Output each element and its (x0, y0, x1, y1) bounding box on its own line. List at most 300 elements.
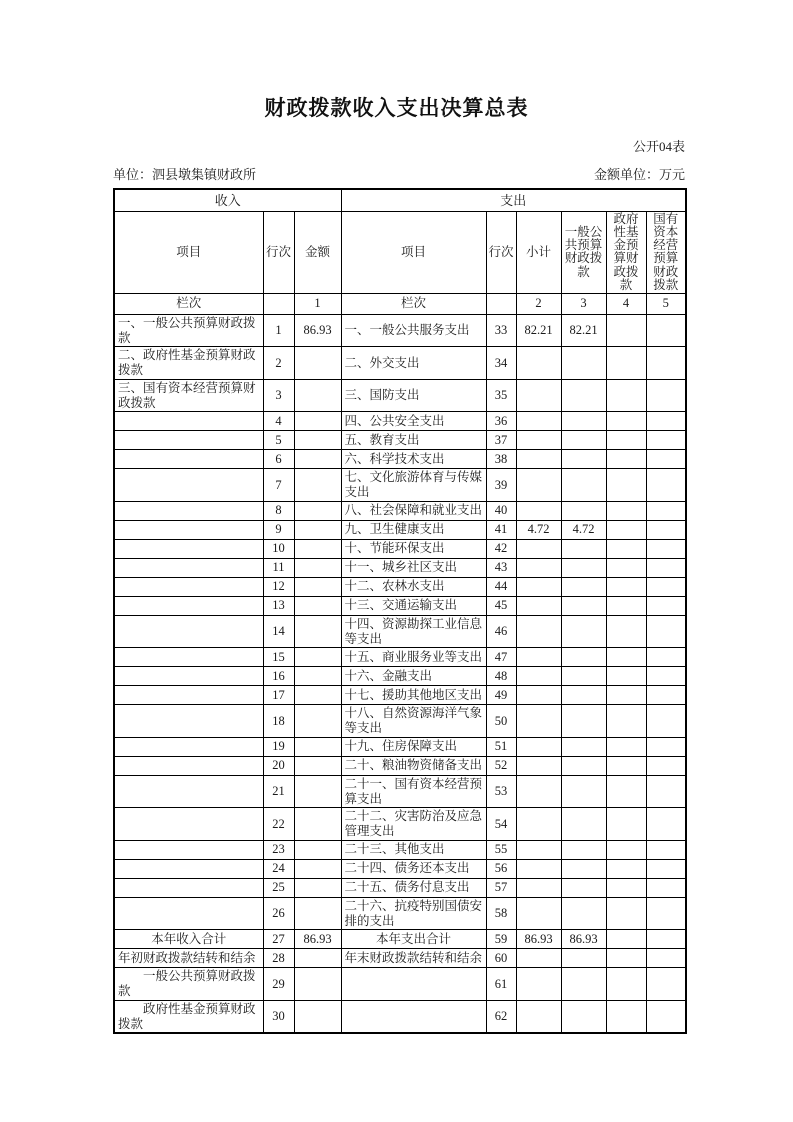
gov-fund-cell (606, 667, 646, 686)
table-row (114, 968, 686, 1001)
income-rowno-cell: 27 (263, 930, 294, 949)
subtotal-cell (516, 897, 561, 930)
subtotal-header: 小计 (516, 212, 561, 294)
expense-rowno-cell: 39 (486, 469, 516, 502)
general-budget-cell (561, 737, 606, 756)
general-budget-cell (561, 1000, 606, 1033)
subtotal-cell (516, 431, 561, 450)
income-item-cell (114, 840, 263, 859)
income-amount-cell (294, 897, 341, 930)
table-row (114, 897, 686, 930)
subtotal-cell (516, 737, 561, 756)
state-capital-cell (646, 968, 686, 1001)
table-row (114, 949, 686, 968)
expense-item-cell: 六、科学技术支出 (341, 450, 486, 469)
income-item-cell: 本年收入合计 (114, 930, 263, 949)
table-row (114, 520, 686, 539)
expense-item-cell: 二十二、灾害防治及应急管理支出 (341, 808, 486, 841)
table-row (114, 808, 686, 841)
income-amount-cell (294, 1000, 341, 1033)
expense-index-4: 4 (606, 293, 646, 314)
expense-rowno-cell: 43 (486, 558, 516, 577)
general-budget-cell (561, 667, 606, 686)
income-amount-cell (294, 615, 341, 648)
income-item-cell: 一般公共预算财政拨款 (114, 968, 263, 1001)
income-amount-cell (294, 840, 341, 859)
state-capital-cell (646, 347, 686, 380)
expense-item-cell: 十四、资源勘探工业信息等支出 (341, 615, 486, 648)
income-item-cell (114, 501, 263, 520)
income-rowno-cell: 18 (263, 705, 294, 738)
expense-item-cell: 十二、农林水支出 (341, 577, 486, 596)
income-rowno-cell: 28 (263, 949, 294, 968)
general-budget-cell (561, 775, 606, 808)
income-rowno-cell: 14 (263, 615, 294, 648)
general-budget-cell (561, 539, 606, 558)
gov-fund-cell (606, 501, 646, 520)
income-rowno-cell: 17 (263, 686, 294, 705)
expense-rowno-cell: 41 (486, 520, 516, 539)
income-item-cell (114, 756, 263, 775)
income-amount-cell (294, 412, 341, 431)
state-capital-cell (646, 756, 686, 775)
expense-rowno-cell: 57 (486, 878, 516, 897)
expense-rowno-cell: 59 (486, 930, 516, 949)
subtotal-cell (516, 558, 561, 577)
income-item-cell (114, 520, 263, 539)
expense-rowno-cell: 45 (486, 596, 516, 615)
income-amount-cell (294, 347, 341, 380)
meta-row (113, 164, 685, 183)
expense-rowno-cell: 40 (486, 501, 516, 520)
expense-index-5: 5 (646, 293, 686, 314)
income-item-cell (114, 775, 263, 808)
income-amount-cell (294, 968, 341, 1001)
income-amount-cell: 86.93 (294, 930, 341, 949)
income-item-cell (114, 615, 263, 648)
expense-item-cell: 十九、住房保障支出 (341, 737, 486, 756)
gov-fund-cell (606, 808, 646, 841)
subtotal-cell (516, 949, 561, 968)
income-item-cell (114, 808, 263, 841)
general-budget-cell (561, 756, 606, 775)
subtotal-cell (516, 705, 561, 738)
gov-fund-cell (606, 615, 646, 648)
general-budget-cell (561, 648, 606, 667)
expense-rowno-cell: 34 (486, 347, 516, 380)
income-rowno-cell: 29 (263, 968, 294, 1001)
table-row (114, 648, 686, 667)
state-capital-cell (646, 469, 686, 502)
expense-item-cell: 四、公共安全支出 (341, 412, 486, 431)
expense-item-cell: 十八、自然资源海洋气象等支出 (341, 705, 486, 738)
subtotal-cell (516, 539, 561, 558)
income-amount-cell (294, 577, 341, 596)
table-body (114, 314, 686, 1033)
income-rowno-cell: 11 (263, 558, 294, 577)
table-row (114, 314, 686, 347)
expense-section-header: 支出 (341, 189, 686, 212)
expense-item-cell: 二、外交支出 (341, 347, 486, 380)
subtotal-cell (516, 469, 561, 502)
income-amount-cell (294, 596, 341, 615)
column-index-row (114, 293, 686, 314)
general-budget-cell (561, 501, 606, 520)
expense-rowno-header-text: 行次 (488, 244, 514, 259)
income-item-cell: 二、政府性基金预算财政拨款 (114, 347, 263, 380)
gov-fund-cell (606, 878, 646, 897)
expense-rowno-cell: 36 (486, 412, 516, 431)
income-rowno-cell: 7 (263, 469, 294, 502)
expense-index-label: 栏次 (341, 293, 486, 314)
income-amount-cell (294, 756, 341, 775)
unit-label: 单位：泗县墩集镇财政所 (113, 167, 257, 182)
expense-item-cell: 十七、援助其他地区支出 (341, 686, 486, 705)
income-amount-cell (294, 705, 341, 738)
income-item-header: 项目 (114, 212, 263, 294)
table-row (114, 859, 686, 878)
income-item-cell (114, 648, 263, 667)
gov-fund-cell (606, 705, 646, 738)
expense-rowno-cell: 44 (486, 577, 516, 596)
subtotal-cell (516, 347, 561, 380)
page-title: 财政拨款收入支出决算总表 (264, 96, 529, 120)
table-row (114, 412, 686, 431)
table-row (114, 615, 686, 648)
income-amount-cell (294, 775, 341, 808)
subtotal-cell (516, 615, 561, 648)
expense-item-cell: 年末财政拨款结转和结余 (341, 949, 486, 968)
gov-fund-cell (606, 347, 646, 380)
subtotal-cell (516, 501, 561, 520)
general-budget-cell (561, 347, 606, 380)
expense-item-cell (341, 968, 486, 1001)
gov-fund-cell (606, 686, 646, 705)
gov-fund-cell (606, 1000, 646, 1033)
state-capital-cell (646, 775, 686, 808)
gov-fund-cell (606, 930, 646, 949)
table-row (114, 840, 686, 859)
expense-rowno-cell: 55 (486, 840, 516, 859)
income-amount-cell (294, 686, 341, 705)
subtotal-cell (516, 775, 561, 808)
income-amount-cell (294, 737, 341, 756)
income-rowno-cell: 21 (263, 775, 294, 808)
table-row (114, 705, 686, 738)
table-row (114, 686, 686, 705)
subtotal-cell: 86.93 (516, 930, 561, 949)
expense-rowno-cell: 54 (486, 808, 516, 841)
income-rowno-cell: 3 (263, 379, 294, 412)
income-item-cell (114, 667, 263, 686)
gov-fund-cell (606, 840, 646, 859)
income-rowno-cell: 26 (263, 897, 294, 930)
table-row (114, 450, 686, 469)
state-capital-cell (646, 648, 686, 667)
expense-item-cell: 九、卫生健康支出 (341, 520, 486, 539)
subtotal-cell (516, 596, 561, 615)
income-rowno-cell: 22 (263, 808, 294, 841)
income-index-blank (263, 293, 294, 314)
income-item-cell: 三、国有资本经营预算财政拨款 (114, 379, 263, 412)
general-budget-header: 一般公共预算财政拨款 (561, 212, 606, 294)
income-rowno-cell: 10 (263, 539, 294, 558)
expense-rowno-cell: 46 (486, 615, 516, 648)
expense-item-cell: 十一、城乡社区支出 (341, 558, 486, 577)
state-capital-cell (646, 808, 686, 841)
state-capital-cell (646, 705, 686, 738)
table-row (114, 431, 686, 450)
income-item-cell (114, 878, 263, 897)
income-amount-cell (294, 667, 341, 686)
general-budget-cell (561, 431, 606, 450)
income-amount-cell (294, 949, 341, 968)
gov-fund-cell (606, 648, 646, 667)
form-number: 公开04表 (632, 139, 685, 154)
income-item-cell: 政府性基金预算财政拨款 (114, 1000, 263, 1033)
table-row (114, 756, 686, 775)
income-item-cell (114, 897, 263, 930)
gov-fund-cell (606, 897, 646, 930)
income-rowno-cell: 13 (263, 596, 294, 615)
general-budget-cell (561, 840, 606, 859)
income-amount-header: 金额 (294, 212, 341, 294)
income-item-cell (114, 737, 263, 756)
column-header-row (114, 212, 686, 294)
income-item-cell (114, 705, 263, 738)
expense-rowno-cell: 62 (486, 1000, 516, 1033)
gov-fund-cell (606, 859, 646, 878)
state-capital-cell (646, 450, 686, 469)
subtotal-cell (516, 412, 561, 431)
income-rowno-cell: 15 (263, 648, 294, 667)
gov-fund-cell (606, 775, 646, 808)
expense-item-cell: 七、文化旅游体育与传媒支出 (341, 469, 486, 502)
income-rowno-cell: 20 (263, 756, 294, 775)
content-area (113, 136, 685, 1034)
income-rowno-cell: 1 (263, 314, 294, 347)
general-budget-cell (561, 705, 606, 738)
income-amount-cell (294, 450, 341, 469)
table-row (114, 347, 686, 380)
subtotal-cell (516, 577, 561, 596)
expense-rowno-cell: 49 (486, 686, 516, 705)
table-row (114, 737, 686, 756)
expense-rowno-cell: 42 (486, 539, 516, 558)
income-rowno-cell: 2 (263, 347, 294, 380)
income-item-cell: 一、一般公共预算财政拨款 (114, 314, 263, 347)
subtotal-cell (516, 756, 561, 775)
gov-fund-cell (606, 379, 646, 412)
gov-fund-cell (606, 577, 646, 596)
main-table (113, 188, 687, 1034)
income-rowno-cell: 25 (263, 878, 294, 897)
expense-rowno-cell: 60 (486, 949, 516, 968)
expense-item-cell: 十三、交通运输支出 (341, 596, 486, 615)
expense-rowno-cell: 37 (486, 431, 516, 450)
general-budget-cell (561, 859, 606, 878)
expense-rowno-cell: 33 (486, 314, 516, 347)
expense-index-2: 2 (516, 293, 561, 314)
income-item-cell: 年初财政拨款结转和结余 (114, 949, 263, 968)
table-row (114, 1000, 686, 1033)
expense-item-header: 项目 (341, 212, 486, 294)
general-budget-cell: 82.21 (561, 314, 606, 347)
state-capital-cell (646, 949, 686, 968)
income-item-cell (114, 859, 263, 878)
subtotal-cell (516, 648, 561, 667)
state-capital-cell (646, 615, 686, 648)
expense-rowno-cell: 58 (486, 897, 516, 930)
income-amount-cell (294, 648, 341, 667)
state-capital-cell (646, 930, 686, 949)
income-amount-cell (294, 859, 341, 878)
expense-rowno-cell: 38 (486, 450, 516, 469)
expense-item-cell: 十六、金融支出 (341, 667, 486, 686)
expense-rowno-cell: 56 (486, 859, 516, 878)
expense-item-cell: 二十五、债务付息支出 (341, 878, 486, 897)
state-capital-cell (646, 539, 686, 558)
gov-fund-cell (606, 314, 646, 347)
gov-fund-cell (606, 520, 646, 539)
general-budget-cell (561, 450, 606, 469)
table-row (114, 539, 686, 558)
gov-fund-cell (606, 756, 646, 775)
subtotal-cell (516, 859, 561, 878)
expense-item-cell: 十、节能环保支出 (341, 539, 486, 558)
state-capital-cell (646, 314, 686, 347)
state-capital-cell (646, 878, 686, 897)
table-row (114, 501, 686, 520)
table-row (114, 558, 686, 577)
expense-index-blank (486, 293, 516, 314)
income-rowno-cell: 6 (263, 450, 294, 469)
general-budget-cell (561, 949, 606, 968)
income-rowno-cell: 16 (263, 667, 294, 686)
subtotal-cell: 82.21 (516, 314, 561, 347)
income-item-cell (114, 558, 263, 577)
subtotal-cell (516, 450, 561, 469)
table-row (114, 878, 686, 897)
gov-fund-cell (606, 412, 646, 431)
expense-item-cell: 三、国防支出 (341, 379, 486, 412)
income-index-1: 1 (294, 293, 341, 314)
state-capital-cell (646, 596, 686, 615)
expense-rowno-cell: 53 (486, 775, 516, 808)
general-budget-cell (561, 412, 606, 431)
table-row (114, 596, 686, 615)
expense-item-cell: 八、社会保障和就业支出 (341, 501, 486, 520)
gov-fund-cell (606, 539, 646, 558)
general-budget-cell (561, 897, 606, 930)
state-capital-cell (646, 558, 686, 577)
general-budget-cell (561, 469, 606, 502)
subtotal-cell (516, 1000, 561, 1033)
income-rowno-cell: 12 (263, 577, 294, 596)
income-amount-cell (294, 539, 341, 558)
income-rowno-cell: 24 (263, 859, 294, 878)
general-budget-cell (561, 615, 606, 648)
gov-fund-cell (606, 968, 646, 1001)
income-item-cell (114, 686, 263, 705)
gov-fund-cell (606, 431, 646, 450)
general-budget-cell (561, 968, 606, 1001)
state-capital-cell (646, 412, 686, 431)
expense-item-cell: 二十一、国有资本经营预算支出 (341, 775, 486, 808)
table-row (114, 379, 686, 412)
income-rowno-cell: 9 (263, 520, 294, 539)
income-section-header: 收入 (114, 189, 341, 212)
income-amount-cell (294, 501, 341, 520)
state-capital-cell (646, 431, 686, 450)
expense-rowno-cell: 47 (486, 648, 516, 667)
income-amount-cell (294, 808, 341, 841)
expense-rowno-cell: 35 (486, 379, 516, 412)
expense-item-cell (341, 1000, 486, 1033)
subtotal-cell (516, 840, 561, 859)
gov-fund-cell (606, 558, 646, 577)
expense-rowno-header (486, 212, 516, 294)
expense-item-cell: 二十、粮油物资储备支出 (341, 756, 486, 775)
table-row (114, 667, 686, 686)
state-capital-cell (646, 840, 686, 859)
table-row (114, 930, 686, 949)
amount-unit-label: 金额单位：万元 (593, 167, 685, 182)
table-row (114, 577, 686, 596)
income-item-cell (114, 412, 263, 431)
expense-rowno-cell: 48 (486, 667, 516, 686)
subtotal-cell: 4.72 (516, 520, 561, 539)
income-amount-cell: 86.93 (294, 314, 341, 347)
expense-item-cell: 五、教育支出 (341, 431, 486, 450)
income-amount-cell (294, 469, 341, 502)
table-row (114, 469, 686, 502)
subtotal-cell (516, 379, 561, 412)
income-item-cell (114, 577, 263, 596)
expense-item-cell: 一、一般公共服务支出 (341, 314, 486, 347)
general-budget-cell: 86.93 (561, 930, 606, 949)
general-budget-cell (561, 558, 606, 577)
general-budget-cell: 4.72 (561, 520, 606, 539)
gov-fund-cell (606, 469, 646, 502)
expense-rowno-cell: 52 (486, 756, 516, 775)
income-rowno-header (263, 212, 294, 294)
subtotal-cell (516, 968, 561, 1001)
income-item-cell (114, 596, 263, 615)
income-rowno-cell: 30 (263, 1000, 294, 1033)
income-rowno-header-text: 行次 (265, 244, 291, 259)
state-capital-cell (646, 859, 686, 878)
state-capital-cell (646, 379, 686, 412)
gov-fund-cell (606, 596, 646, 615)
section-header-row (114, 189, 686, 212)
income-item-cell (114, 450, 263, 469)
subtotal-cell (516, 878, 561, 897)
income-rowno-cell: 23 (263, 840, 294, 859)
income-amount-cell (294, 520, 341, 539)
expense-rowno-cell: 51 (486, 737, 516, 756)
state-capital-cell (646, 686, 686, 705)
state-capital-cell (646, 1000, 686, 1033)
state-capital-cell (646, 501, 686, 520)
general-budget-cell (561, 686, 606, 705)
state-capital-header: 国有资本经营预算财政拨款 (646, 212, 686, 294)
income-rowno-cell: 19 (263, 737, 294, 756)
income-rowno-cell: 8 (263, 501, 294, 520)
table-row (114, 775, 686, 808)
income-item-cell (114, 469, 263, 502)
expense-rowno-cell: 50 (486, 705, 516, 738)
